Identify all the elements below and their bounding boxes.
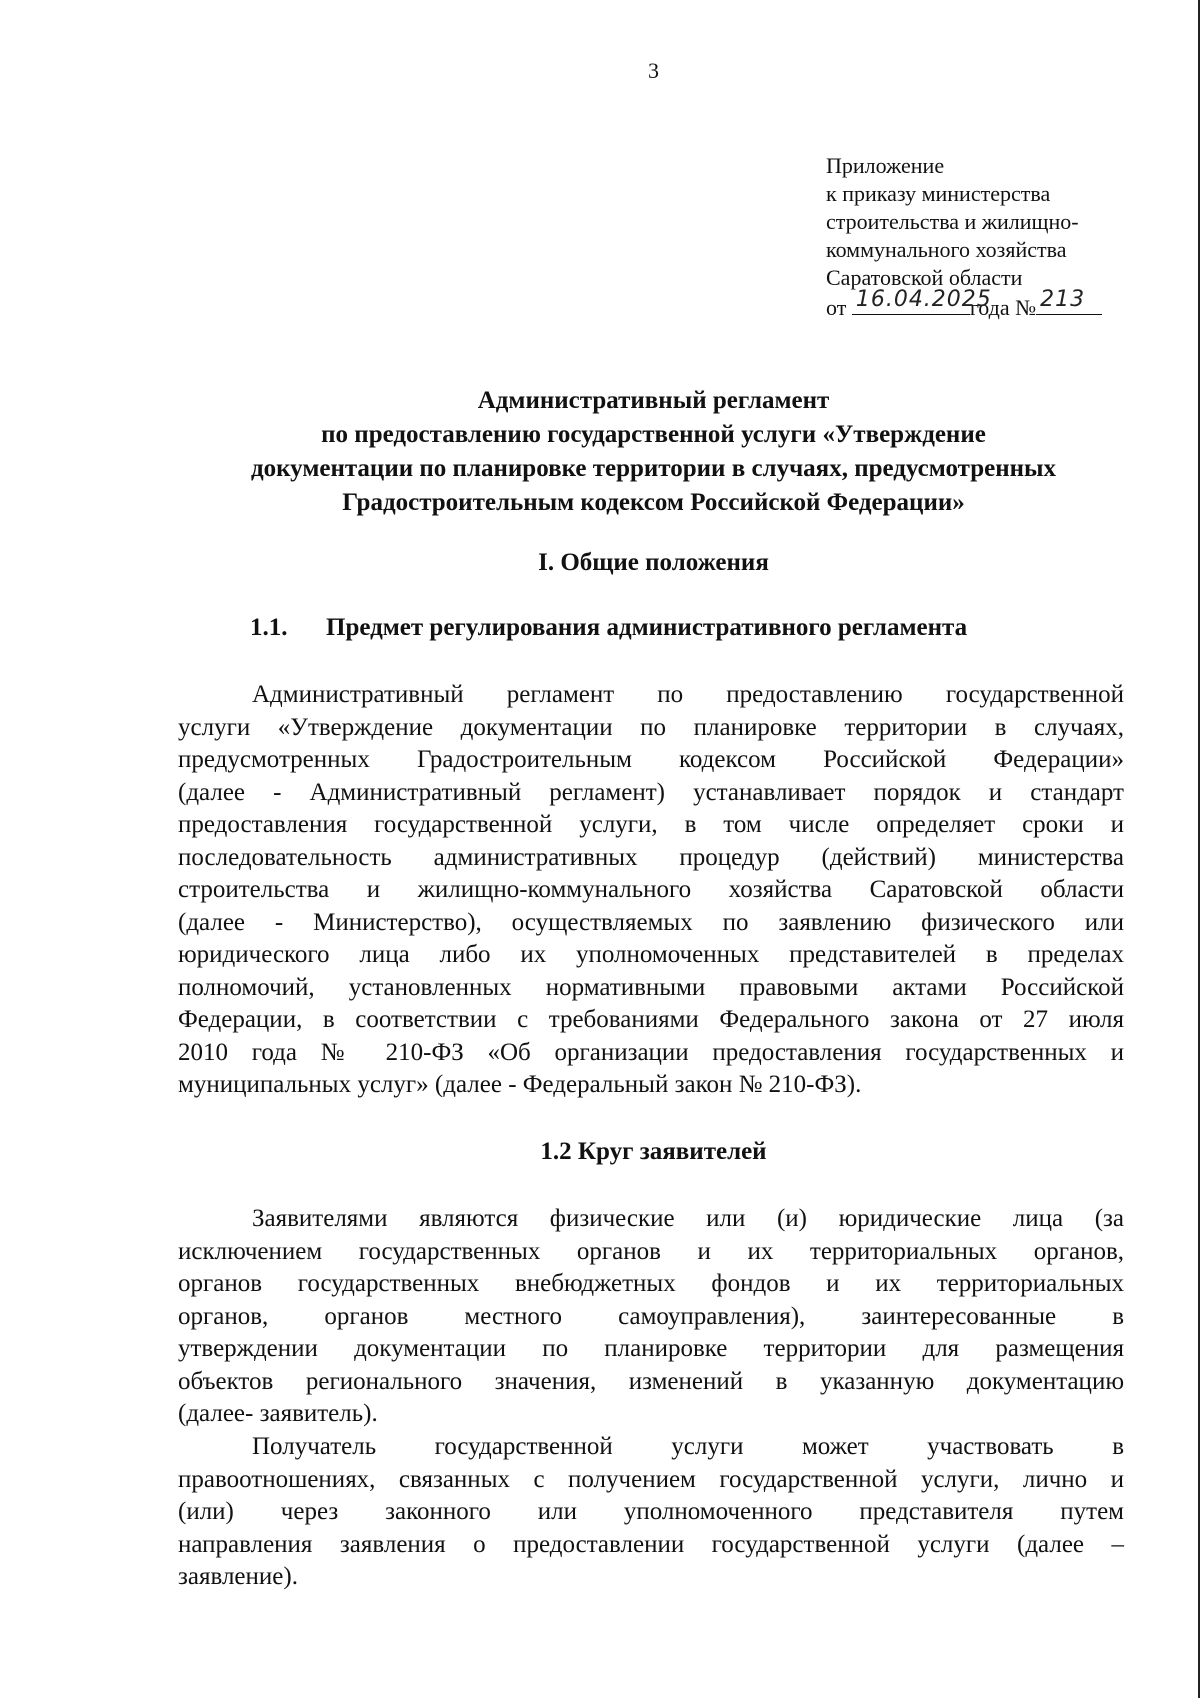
subsection-title: Предмет регулирования административного регламента xyxy=(326,614,968,641)
appendix-date-line xyxy=(826,287,1126,322)
appendix-line: коммунального хозяйства xyxy=(826,237,1067,262)
date-prefix: от xyxy=(826,295,847,320)
appendix-line: Саратовской области xyxy=(826,265,1023,290)
handwritten-date: 16.04.2025 xyxy=(855,287,992,312)
paragraph-line: 2010 года № 210-ФЗ «Об организации предоставления государственных и xyxy=(178,1038,1124,1066)
paragraph-line: муниципальных услуг» (далее - Федеральный закон № 210-ФЗ). xyxy=(178,1071,862,1098)
subsection-heading-1-2: 1.2 Круг заявителей xyxy=(540,1138,767,1165)
paragraph-line: утверждении документации по планировке территории для размещения xyxy=(178,1335,1124,1362)
paragraph-line: заявление). xyxy=(178,1563,298,1590)
document-title xyxy=(160,384,1147,520)
paragraph-line: (далее- заявитель). xyxy=(178,1400,378,1427)
year-label: года № xyxy=(969,295,1037,320)
paragraph-line: (или) через законного или уполномоченного представителя путем xyxy=(178,1498,1124,1525)
paragraph-line: Заявителями являются физические или (и) юридические лица (за xyxy=(252,1205,1124,1232)
paragraph-line: Получатель государственной услуги может участвовать в xyxy=(252,1433,1124,1460)
appendix-line: к приказу министерства xyxy=(826,181,1051,206)
paragraph-line: (далее - Министерство), осуществляемых по заявлению физического или xyxy=(178,908,1124,936)
paragraph-line: предусмотренных Градостроительным кодексом Российской Федерации» xyxy=(178,746,1124,773)
paragraph-line: Федерации, в соответствии с требованиями Федерального закона от 27 июля xyxy=(178,1006,1124,1033)
paragraph-1-2-b xyxy=(178,1431,1124,1594)
handwritten-number: 213 xyxy=(1040,287,1086,312)
section-heading: I. Общие положения xyxy=(538,549,769,576)
appendix-block xyxy=(826,152,1126,322)
paragraph-line: органов, органов местного самоуправления), заинтересованные в xyxy=(178,1302,1124,1330)
paragraph-1-1 xyxy=(178,679,1124,1102)
paragraph-line: направления заявления о предоставлении государственной услуги (далее – xyxy=(178,1530,1124,1558)
paragraph-line: строительства и жилищно-коммунального хозяйства Саратовской области xyxy=(178,876,1124,903)
paragraph-line: правоотношениях, связанных с получением государственной услуги, лично и xyxy=(178,1465,1124,1493)
appendix-line: строительства и жилищно- xyxy=(826,209,1079,234)
paragraph-1-2-a xyxy=(178,1203,1124,1431)
title-line: Градостроительным кодексом Российской Федерации» xyxy=(342,489,965,516)
subsection-heading-1-1 xyxy=(250,614,967,642)
title-line: документации по планировке территории в случаях, предусмотренных xyxy=(250,455,1057,482)
paragraph-line: органов государственных внебюджетных фондов и их территориальных xyxy=(178,1270,1124,1297)
paragraph-line: полномочий, установленных нормативными правовыми актами Российской xyxy=(178,973,1124,1001)
paragraph-line: предоставления государственной услуги, в том числе определяет сроки и xyxy=(178,811,1124,838)
paragraph-line: последовательность административных процедур (действий) министерства xyxy=(178,843,1124,871)
paragraph-line: исключением государственных органов и их территориальных органов, xyxy=(178,1237,1124,1265)
title-line: по предоставлению государственной услуги «Утверждение xyxy=(321,421,986,448)
number-field xyxy=(1036,287,1102,315)
paragraph-line: юридического лица либо их уполномоченных представителей в пределах xyxy=(178,941,1124,968)
appendix-line: Приложение xyxy=(826,153,945,178)
subsection-number: 1.1. xyxy=(250,614,288,641)
paragraph-line: (далее - Административный регламент) устанавливает порядок и стандарт xyxy=(178,778,1124,806)
paragraph-line: услуги «Утверждение документации по планировке территории в случаях, xyxy=(178,713,1124,741)
paragraph-line: Административный регламент по предоставлению государственной xyxy=(252,681,1124,708)
paragraph-line: объектов регионального значения, изменений в указанную документацию xyxy=(178,1367,1124,1395)
title-line: Административный регламент xyxy=(477,387,830,414)
page-number: 3 xyxy=(648,58,659,83)
date-field xyxy=(852,287,992,315)
